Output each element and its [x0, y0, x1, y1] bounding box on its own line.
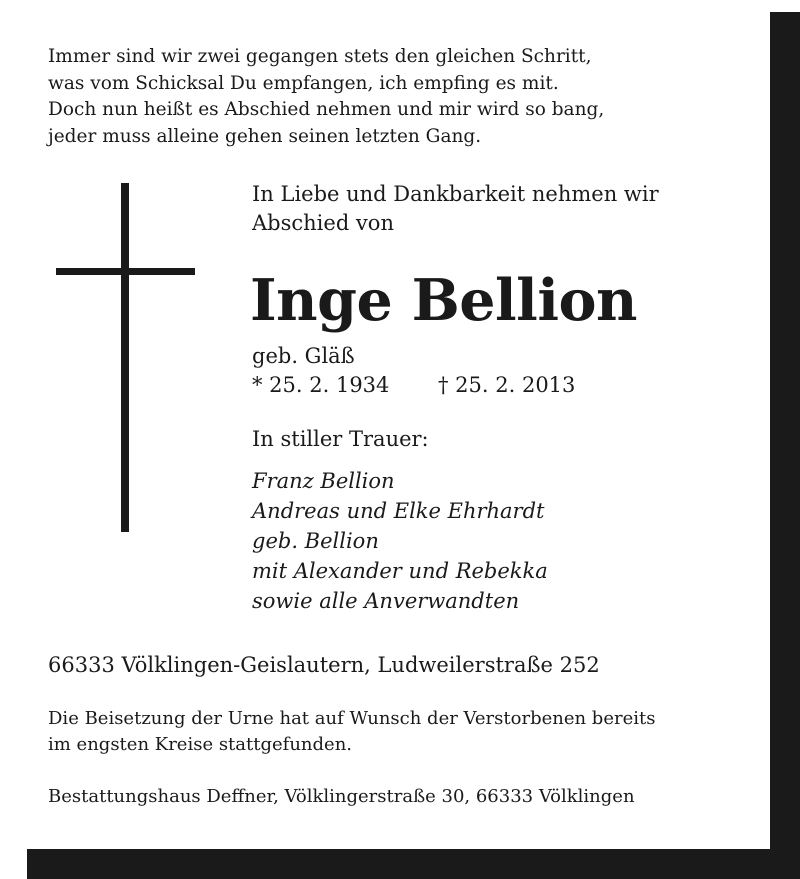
cross-vertical-bar [121, 183, 129, 532]
mourner-line: mit Alexander und Rebekka [252, 559, 548, 583]
verse-line: Immer sind wir zwei gegangen stets den gleichen Schritt, [48, 46, 592, 67]
life-dates [252, 370, 576, 400]
mourning-label: In stiller Trauer: [252, 427, 429, 451]
death-date: † 25. 2. 2013 [438, 373, 576, 397]
intro-line: Abschied von [252, 211, 394, 235]
mourner-line: geb. Bellion [252, 529, 379, 553]
notice-line: Die Beisetzung der Urne hat auf Wunsch der Verstorbenen bereits [48, 708, 656, 729]
birth-name: geb. Gläß [252, 344, 355, 368]
card-shadow-bottom [27, 849, 800, 879]
cross-horizontal-bar [56, 268, 195, 275]
verse-line: jeder muss alleine gehen seinen letzten Gang. [48, 125, 482, 147]
intro-line: In Liebe und Dankbarkeit nehmen wir [252, 182, 659, 206]
deceased-name: Inge Bellion [250, 267, 637, 334]
birth-date: * 25. 2. 1934 [252, 373, 390, 397]
card-shadow-right [770, 12, 800, 879]
memorial-verse [48, 44, 604, 150]
family-address: 66333 Völklingen-Geislautern, Ludweilerstraße 252 [48, 653, 600, 677]
burial-notice [48, 706, 655, 758]
notice-line: im engsten Kreise stattgefunden. [48, 734, 353, 755]
mourners-list [252, 466, 548, 616]
mourner-line: Andreas und Elke Ehrhardt [252, 499, 545, 523]
verse-line: Doch nun heißt es Abschied nehmen und mir wird so bang, [48, 99, 605, 120]
verse-line: was vom Schicksal Du empfangen, ich empfing es mit. [48, 72, 559, 94]
intro-text [252, 180, 659, 238]
mourner-line: Franz Bellion [252, 469, 395, 493]
mourner-line: sowie alle Anverwandten [252, 589, 520, 613]
funeral-home: Bestattungshaus Deffner, Völklingerstraße 30, 66333 Völklingen [48, 786, 635, 807]
